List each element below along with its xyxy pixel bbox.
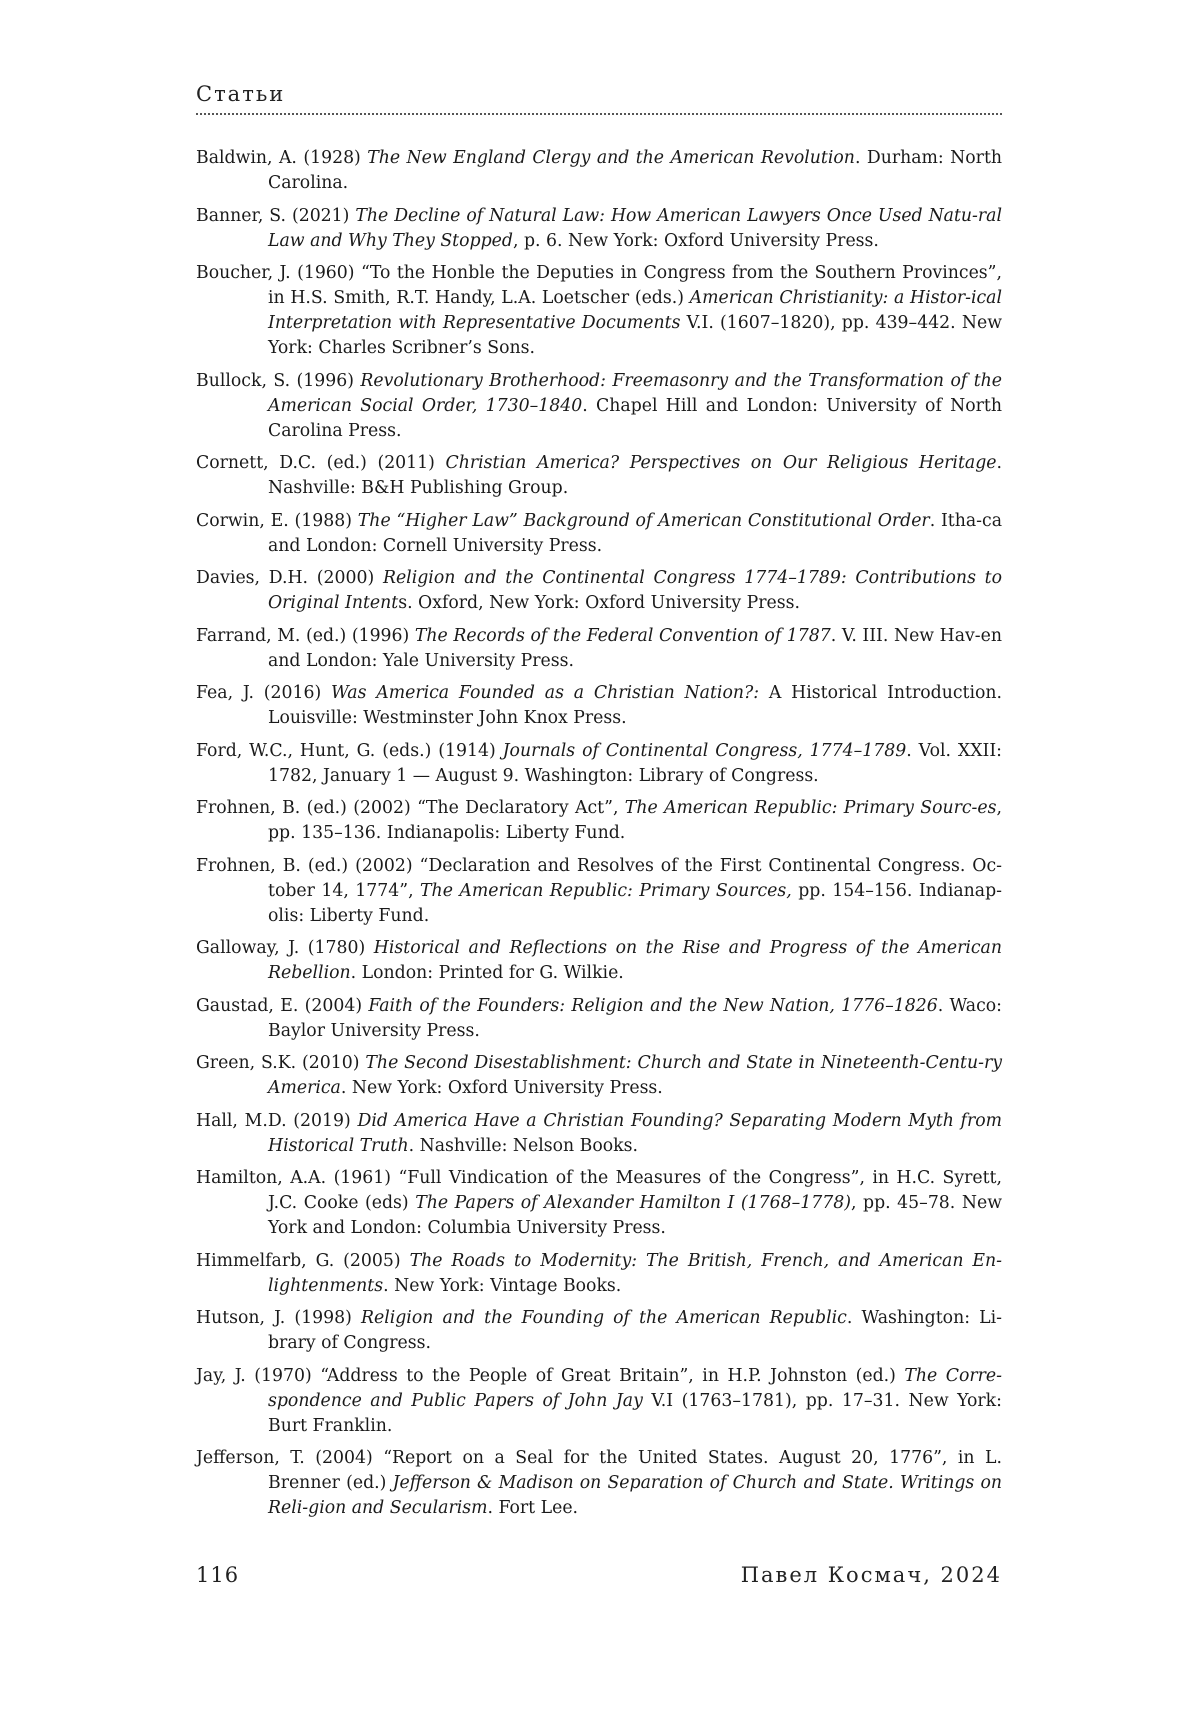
reference-text: Frohnen, B. (ed.) (2002) “The Declaratory Act”, [196,798,625,818]
reference-entry [196,1109,1002,1159]
reference-title: Religion and the Founding of the American Republic [360,1308,847,1328]
reference-entry [196,566,1002,616]
reference-text: V.I. (1607–1820), pp. 439–442. New York: Charles Scribner’s Sons. [268,313,1002,358]
reference-text: A Historical Introduction. Louisville: Westminster John Knox Press. [268,683,1003,728]
reference-text: Banner, S. (2021) [196,205,356,226]
reference-text: . Itha-ca and London: Cornell University Press. [268,510,1002,556]
reference-entry [196,681,1002,731]
reference-text: pp. 154–156. Indianap-olis: Liberty Fund. [268,880,1002,926]
reference-text: , pp. 45–78. New York and London: Columbia University Press. [268,1193,1002,1238]
reference-title: Christian America? Perspectives on Our Religious Heritage [445,453,997,473]
reference-title: Historical and Reflections on the Rise and Progress of the American Rebellion [268,938,1002,983]
reference-title: The New England Clergy and the American Revolution [367,148,855,168]
reference-title: The Corre-spondence and Public Papers of John Jay [268,1365,1003,1411]
reference-entry [196,624,1002,674]
reference-entry [196,509,1002,559]
reference-text: Hamilton, A.A. (1961) “Full Vindication of the Measures of the Congress”, in H.C. Syrett, J.C. Cooke (eds) [196,1168,1002,1213]
reference-title: Religion and the Continental Congress 1774–1789: Contributions to Original Intent [268,568,1002,613]
reference-text: . Nashville: Nelson Books. [408,1135,639,1156]
reference-text: . Washington: Li-brary of Congress. [268,1308,1003,1353]
reference-entry [196,936,1002,986]
reference-title: Jefferson & Madison on Separation of Church and State. Writings on Reli-gion and Secularism [268,1473,1002,1518]
reference-entry [196,1446,1002,1521]
reference-title: The Second Disestablishment: Church and State in Nineteenth-Centu-ry America [268,1053,1002,1098]
reference-title: The Roads to Modernity: The British, French, and American En-lightenments [268,1250,1002,1296]
reference-text: Fea, J. (2016) [196,683,332,703]
reference-text: Frohnen, B. (ed.) (2002) “Declaration and Resolves of the First Continental Congress. Oc-tober 14, 1774”, [196,855,1002,901]
reference-text: Galloway, J. (1780) [196,938,374,958]
reference-text: , pp. 135–136. Indianapolis: Liberty Fund. [268,798,1002,843]
reference-entry [196,261,1002,361]
reference-entry [196,1306,1002,1356]
reference-title: The “Higher Law” Background of American Constitutional Order [357,510,930,531]
reference-text: Ford, W.C., Hunt, G. (eds.) (1914) [196,740,503,761]
reference-entry [196,739,1002,789]
reference-entry [196,146,1002,196]
reference-title: Did America Have a Christian Founding? Separating Modern Myth from Historical Truth [268,1110,1002,1156]
reference-text: Farrand, M. (ed.) (1996) [196,625,415,646]
reference-entry [196,854,1002,929]
reference-text: Davies, D.H. (2000) [196,568,383,588]
reference-entry [196,1051,1002,1101]
running-footer: Павел Космач, 2024 [740,1563,1002,1587]
reference-title: The American Republic: Primary Sources, [420,880,792,901]
reference-text: . V. III. New Hav-en and London: Yale University Press. [268,625,1002,671]
reference-entry [196,1364,1002,1439]
reference-text: Hall, M.D. (2019) [196,1110,358,1131]
reference-title: The Records of the Federal Convention of 1787 [414,625,831,646]
reference-text: Hutson, J. (1998) [196,1308,361,1328]
reference-text: . Chapel Hill and London: University of North Carolina Press. [268,395,1002,441]
reference-entry [196,204,1002,254]
reference-title: Faith of the Founders: Religion and the New Nation, 1776–1826 [368,995,938,1016]
reference-text: . New York: Vintage Books. [383,1275,622,1296]
reference-text: V.I (1763–1781), pp. 17–31. New York: Burt Franklin. [268,1390,1002,1436]
reference-entry [196,994,1002,1044]
reference-text: Cornett, D.C. (ed.) (2011) [196,453,446,473]
reference-text: . New York: Oxford University Press. [340,1078,663,1098]
reference-title: Was America Founded as a Christian Nation?: [331,683,760,703]
reference-text: . Nashville: B&H Publishing Group. [268,453,1002,498]
reference-text: Corwin, E. (1988) [196,510,358,531]
reference-text: . Waco: Baylor University Press. [268,995,1002,1041]
reference-text: Bullock, S. (1996) [196,370,361,391]
reference-entry [196,1249,1002,1299]
reference-entry [196,1166,1002,1241]
reference-title: The Papers of Alexander Hamilton I (1768–1778) [415,1193,851,1213]
reference-text: . Vol. XXII: 1782, January 1 — August 9. Washington: Library of Congress. [268,740,1002,786]
reference-entry [196,369,1002,444]
reference-text: Jefferson, T. (2004) “Report on a Seal for the United States. August 20, 1776”, in L. Brenner (ed.) [196,1448,1002,1493]
reference-title: The American Republic: Primary Sourc-es [624,798,997,818]
reference-text: s. Oxford, New York: Oxford University Press. [398,593,801,613]
reference-title: Revolutionary Brotherhood: Freemasonry and the Transformation of the American Social Order, 1730–1840 [268,370,1003,416]
reference-text: Boucher, J. (1960) “To the Honble the Deputies in Congress from the Southern Provinces”, in H.S. Smith, R.T. Handy, L.A. Loetscher (eds.) [196,263,1002,308]
reference-text: Green, S.K. (2010) [196,1053,366,1073]
reference-title: The Decline of Natural Law: How American Lawyers Once Used Natu-ral Law and Why They Stopped [268,205,1002,251]
page-number: 116 [196,1563,240,1587]
reference-text: , p. 6. New York: Oxford University Press. [512,230,879,251]
header-dotted-rule [196,113,1002,115]
reference-text: Himmelfarb, G. (2005) [196,1250,410,1271]
reference-text: Gaustad, E. (2004) [196,995,369,1016]
document-page [196,0,1002,1710]
reference-text: Jay, J. (1970) “Address to the People of Great Britain”, in H.P. Johnston (ed.) [196,1365,905,1386]
reference-text: Baldwin, A. (1928) [196,148,368,168]
reference-text: . Durham: North Carolina. [268,148,1003,193]
reference-title: Journals of Continental Congress, 1774–1789 [502,740,907,761]
reference-text: . London: Printed for G. Wilkie. [350,963,624,983]
reference-entry [196,796,1002,846]
reference-entry [196,451,1002,501]
running-head: Статьи [196,82,286,106]
reference-title: American Christianity: a Histor-ical Interpretation with Representative Documents [268,288,1002,333]
reference-text: . Fort Lee. [487,1498,579,1518]
reference-list [196,146,1002,1529]
